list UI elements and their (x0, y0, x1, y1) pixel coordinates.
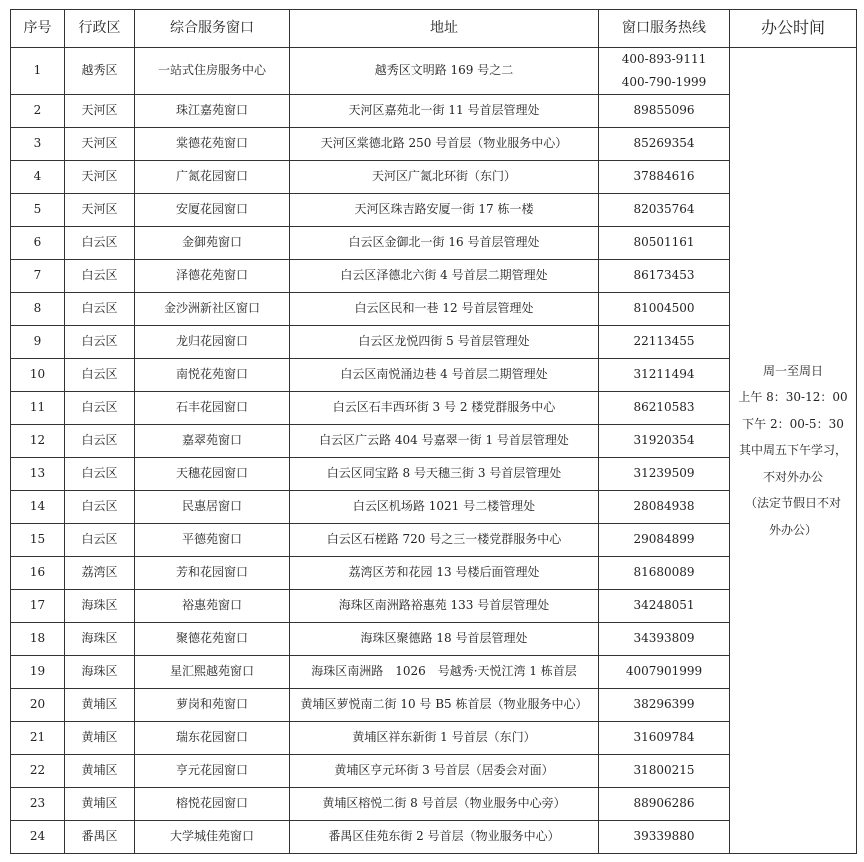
cell-window: 平德苑窗口 (135, 524, 290, 557)
office-hours-line: 下午 2：00-5：30 (742, 416, 844, 431)
cell-district: 白云区 (65, 326, 135, 359)
cell-district: 白云区 (65, 524, 135, 557)
cell-address: 天河区棠德北路 250 号首层（物业服务中心） (290, 128, 599, 161)
cell-district: 黄埔区 (65, 721, 135, 754)
cell-window: 金御苑窗口 (135, 227, 290, 260)
cell-hotline (599, 392, 730, 425)
cell-hotline (599, 95, 730, 128)
hotline-number: 86173453 (633, 268, 695, 283)
cell-hotline (599, 293, 730, 326)
cell-window: 裕惠苑窗口 (135, 590, 290, 623)
cell-address: 番禺区佳苑东街 2 号首层（物业服务中心） (290, 820, 599, 853)
cell-hotline (599, 688, 730, 721)
cell-address: 海珠区聚德路 18 号首层管理处 (290, 623, 599, 656)
hotline-number: 31239509 (633, 466, 695, 481)
header-district: 行政区 (65, 10, 135, 48)
cell-address: 白云区龙悦四街 5 号首层管理处 (290, 326, 599, 359)
cell-district: 荔湾区 (65, 557, 135, 590)
hotline-number: 31920354 (633, 433, 695, 448)
cell-district: 黄埔区 (65, 754, 135, 787)
cell-window: 天穗花园窗口 (135, 458, 290, 491)
cell-window: 嘉翠苑窗口 (135, 425, 290, 458)
header-address: 地址 (290, 10, 599, 48)
cell-hotline (599, 458, 730, 491)
cell-district: 天河区 (65, 161, 135, 194)
cell-district: 天河区 (65, 95, 135, 128)
cell-hotline (599, 161, 730, 194)
hotline-number: 81004500 (633, 301, 695, 316)
cell-seq: 13 (11, 458, 65, 491)
cell-address: 越秀区文明路 169 号之二 (290, 48, 599, 95)
cell-district: 天河区 (65, 128, 135, 161)
office-hours-line: 不对外办公 (762, 469, 823, 484)
hotline-number: 34393809 (633, 631, 695, 646)
cell-seq: 4 (11, 161, 65, 194)
hotline-number: 88906286 (633, 796, 695, 811)
cell-hotline (599, 787, 730, 820)
header-window: 综合服务窗口 (135, 10, 290, 48)
cell-address: 荔湾区芳和花园 13 号楼后面管理处 (290, 557, 599, 590)
cell-window: 泽德花苑窗口 (135, 260, 290, 293)
cell-address: 黄埔区榕悦二街 8 号首层（物业服务中心旁） (290, 787, 599, 820)
cell-district: 黄埔区 (65, 787, 135, 820)
cell-window: 星汇熙越苑窗口 (135, 656, 290, 689)
cell-seq: 9 (11, 326, 65, 359)
cell-address: 海珠区南洲路 1026 号越秀·天悦江湾 1 栋首层 (290, 656, 599, 689)
table-row (11, 48, 857, 95)
cell-office-hours (730, 48, 857, 854)
cell-district: 白云区 (65, 260, 135, 293)
cell-hotline (599, 260, 730, 293)
cell-window: 芳和花园窗口 (135, 557, 290, 590)
service-window-table (10, 9, 857, 854)
hotline-number: 28084938 (633, 499, 695, 514)
cell-address: 黄埔区萝悦南二街 10 号 B5 栋首层（物业服务中心） (290, 688, 599, 721)
cell-district: 海珠区 (65, 590, 135, 623)
cell-seq: 12 (11, 425, 65, 458)
hotline-number: 81680089 (633, 565, 695, 580)
cell-district: 番禺区 (65, 820, 135, 853)
cell-hotline (599, 326, 730, 359)
cell-address: 白云区机场路 1021 号二楼管理处 (290, 491, 599, 524)
cell-address: 黄埔区祥东新街 1 号首层（东门） (290, 721, 599, 754)
cell-seq: 14 (11, 491, 65, 524)
hotline-number: 82035764 (633, 202, 695, 217)
cell-window: 民惠居窗口 (135, 491, 290, 524)
header-hotline: 窗口服务热线 (599, 10, 730, 48)
cell-district: 海珠区 (65, 623, 135, 656)
hotline-number: 37884616 (633, 169, 695, 184)
cell-district: 白云区 (65, 293, 135, 326)
cell-district: 黄埔区 (65, 688, 135, 721)
cell-window: 安厦花园窗口 (135, 194, 290, 227)
cell-window: 石丰花园窗口 (135, 392, 290, 425)
cell-window: 聚德花苑窗口 (135, 623, 290, 656)
cell-hotline (599, 754, 730, 787)
hotline-number: 89855096 (633, 103, 695, 118)
table-header-row (11, 10, 857, 48)
hotline-number: 85269354 (633, 136, 695, 151)
cell-address: 海珠区南洲路裕惠苑 133 号首层管理处 (290, 590, 599, 623)
cell-hotline (599, 425, 730, 458)
cell-address: 白云区金御北一街 16 号首层管理处 (290, 227, 599, 260)
cell-district: 海珠区 (65, 656, 135, 689)
hotline-number: 4007901999 (625, 664, 703, 679)
cell-seq: 17 (11, 590, 65, 623)
cell-address: 白云区广云路 404 号嘉翠一街 1 号首层管理处 (290, 425, 599, 458)
cell-window: 珠江嘉苑窗口 (135, 95, 290, 128)
cell-seq: 22 (11, 754, 65, 787)
cell-address: 天河区嘉苑北一街 11 号首层管理处 (290, 95, 599, 128)
cell-seq: 2 (11, 95, 65, 128)
cell-seq: 21 (11, 721, 65, 754)
cell-window: 广氮花园窗口 (135, 161, 290, 194)
hotline-number: 31609784 (633, 730, 695, 745)
cell-seq: 1 (11, 48, 65, 95)
cell-window: 大学城佳苑窗口 (135, 820, 290, 853)
cell-seq: 10 (11, 359, 65, 392)
cell-hotline (599, 194, 730, 227)
cell-window: 金沙洲新社区窗口 (135, 293, 290, 326)
cell-seq: 7 (11, 260, 65, 293)
cell-hotline (599, 721, 730, 754)
cell-district: 白云区 (65, 425, 135, 458)
hotline-number: 86210583 (633, 400, 695, 415)
cell-window: 萝岗和苑窗口 (135, 688, 290, 721)
hotline-number: 31800215 (633, 763, 695, 778)
cell-window: 榕悦花园窗口 (135, 787, 290, 820)
cell-hotline (599, 623, 730, 656)
cell-window: 棠德花苑窗口 (135, 128, 290, 161)
cell-seq: 20 (11, 688, 65, 721)
cell-seq: 15 (11, 524, 65, 557)
cell-hotline (599, 590, 730, 623)
hotline-number: 39339880 (633, 829, 695, 844)
cell-window: 南悦花苑窗口 (135, 359, 290, 392)
cell-window: 一站式住房服务中心 (135, 48, 290, 95)
cell-seq: 19 (11, 656, 65, 689)
cell-address: 白云区石槎路 720 号之三一楼党群服务中心 (290, 524, 599, 557)
cell-district: 白云区 (65, 359, 135, 392)
hotline-number: 22113455 (633, 334, 695, 349)
cell-seq: 5 (11, 194, 65, 227)
header-seq: 序号 (11, 10, 65, 48)
cell-address: 白云区南悦涌边巷 4 号首层二期管理处 (290, 359, 599, 392)
cell-seq: 6 (11, 227, 65, 260)
cell-seq: 18 (11, 623, 65, 656)
cell-district: 白云区 (65, 491, 135, 524)
cell-hotline (599, 48, 730, 95)
hotline-number: 400-790-1999 (621, 75, 707, 90)
office-hours-line: （法定节假日不对 (744, 496, 841, 511)
cell-seq: 3 (11, 128, 65, 161)
cell-address: 天河区珠吉路安厦一街 17 栋一楼 (290, 194, 599, 227)
cell-hotline (599, 557, 730, 590)
hotline-number: 29084899 (633, 532, 695, 547)
cell-district: 越秀区 (65, 48, 135, 95)
hotline-number: 38296399 (633, 697, 695, 712)
cell-seq: 11 (11, 392, 65, 425)
office-hours-line: 其中周五下午学习， (738, 443, 847, 458)
cell-window: 亨元花园窗口 (135, 754, 290, 787)
cell-address: 黄埔区亨元环街 3 号首层（居委会对面） (290, 754, 599, 787)
hotline-number: 400-893-9111 (621, 52, 707, 67)
cell-window: 龙归花园窗口 (135, 326, 290, 359)
cell-hotline (599, 359, 730, 392)
cell-address: 白云区泽德北六街 4 号首层二期管理处 (290, 260, 599, 293)
cell-seq: 23 (11, 787, 65, 820)
cell-hotline (599, 820, 730, 853)
hotline-number: 31211494 (633, 367, 695, 382)
cell-seq: 24 (11, 820, 65, 853)
cell-district: 白云区 (65, 227, 135, 260)
cell-hotline (599, 524, 730, 557)
cell-window: 瑞东花园窗口 (135, 721, 290, 754)
hotline-number: 80501161 (633, 235, 695, 250)
cell-hotline (599, 128, 730, 161)
cell-district: 白云区 (65, 392, 135, 425)
cell-address: 白云区同宝路 8 号天穗三街 3 号首层管理处 (290, 458, 599, 491)
cell-seq: 8 (11, 293, 65, 326)
cell-address: 天河区广氮北环街（东门） (290, 161, 599, 194)
cell-hotline (599, 656, 730, 689)
cell-hotline (599, 227, 730, 260)
cell-district: 天河区 (65, 194, 135, 227)
office-hours-line: 外办公） (768, 522, 817, 537)
header-hours: 办公时间 (730, 10, 857, 48)
office-hours-line: 周一至周日 (762, 363, 823, 378)
cell-seq: 16 (11, 557, 65, 590)
cell-district: 白云区 (65, 458, 135, 491)
office-hours-line: 上午 8：30-12：00 (738, 390, 848, 405)
hotline-number: 34248051 (633, 598, 695, 613)
cell-address: 白云区民和一巷 12 号首层管理处 (290, 293, 599, 326)
cell-hotline (599, 491, 730, 524)
cell-address: 白云区石丰西环街 3 号 2 楼党群服务中心 (290, 392, 599, 425)
